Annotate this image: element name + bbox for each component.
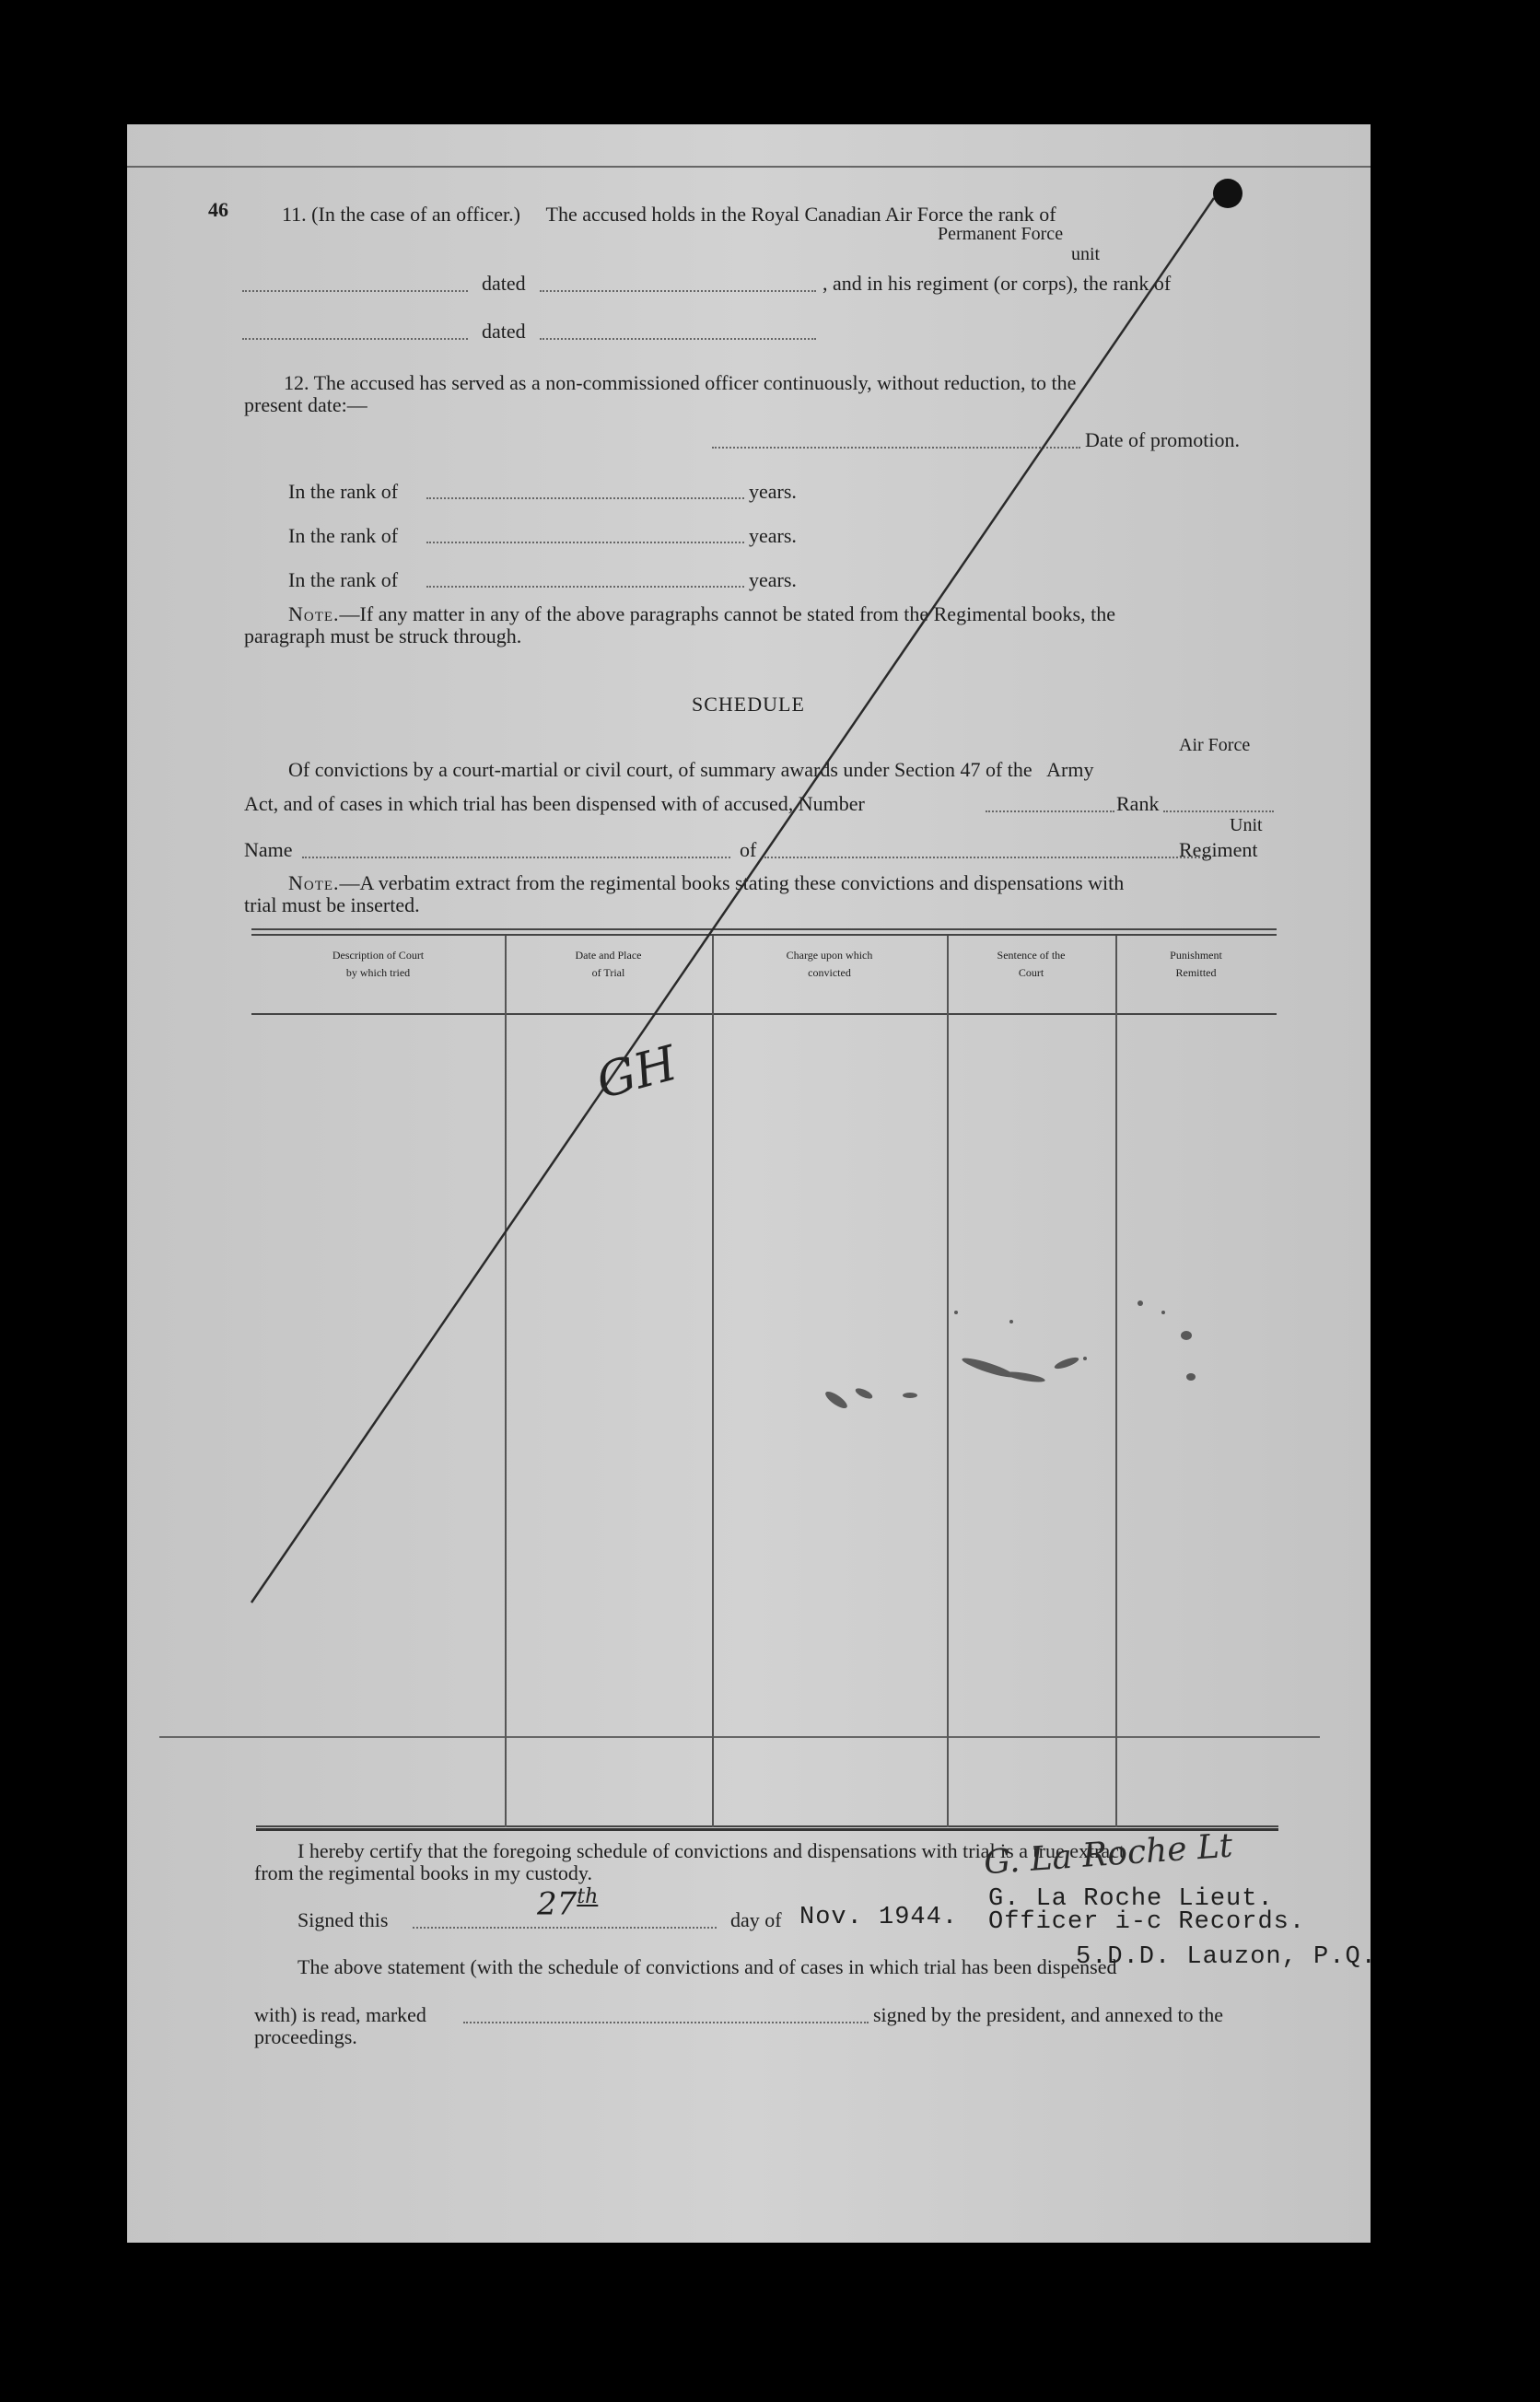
para11-dated-1: dated (482, 272, 526, 295)
schedule-air-force-insert: Air Force (1179, 735, 1251, 755)
statement-line2-end: signed by the president, and annexed to the (873, 2003, 1224, 2026)
rank-row-2-suffix: years. (749, 524, 797, 547)
signed-label: Signed this (298, 1908, 389, 1931)
statement-line1: The above statement (with the schedule of convictions and of cases in which trial has been dispensed (298, 1955, 1117, 1978)
strike-through-overlay (127, 124, 1371, 2243)
signed-month-year: Nov. 1944. (799, 1904, 959, 1931)
para11-regiment-text: , and in his regiment (or corps), the rank of (822, 272, 1172, 295)
header-2-line1: Date and Place (575, 949, 642, 962)
header-3-line1: Charge upon which (786, 949, 873, 962)
para11-dated-2: dated (482, 320, 526, 343)
date-of-promotion-label: Date of promotion. (1085, 428, 1241, 451)
schedule-line1-text: Of convictions by a court-martial or civil court, of summary awards under Section 47 of the (288, 758, 1032, 781)
note1-label: Note. (288, 602, 340, 625)
punch-hole (1213, 179, 1242, 208)
header-5-line2: Remitted (1175, 966, 1217, 980)
officer-signature: G. La Roche Lt (982, 1826, 1234, 1883)
rank-row-3-label: In the rank of (288, 568, 399, 591)
schedule-note-label: Note. (288, 871, 340, 894)
signed-day-of-label: day of (730, 1908, 782, 1931)
rank-row-2-label: In the rank of (288, 524, 399, 547)
header-4-line2: Court (1018, 966, 1044, 980)
diagonal-strike-line (251, 198, 1214, 1603)
handwritten-initials: GH (590, 1035, 683, 1111)
officer-name: G. La Roche Lieut. (988, 1885, 1274, 1913)
rank-row-1-suffix: years. (749, 480, 797, 503)
para11-text: The accused holds in the Royal Canadian Air Force the rank of (545, 203, 1056, 226)
schedule-regiment-label: Regiment (1179, 838, 1258, 861)
header-1-line2: by which tried (345, 966, 411, 980)
signed-day-suffix: th (577, 1885, 599, 1908)
header-5-line1: Punishment (1170, 949, 1222, 962)
ink-smudges (823, 1300, 1196, 1411)
para11-intro: 11. (In the case of an officer.) (282, 203, 520, 226)
para12-line1: 12. The accused has served as a non-commissioned officer continuously, without reduction, to the (284, 371, 1077, 394)
schedule-name-label: Name (244, 838, 293, 861)
statement-line3: proceedings. (254, 2025, 357, 2048)
para11-insert-unit: unit (1071, 244, 1101, 264)
header-1-line1: Description of Court (332, 949, 425, 962)
note1-line2: paragraph must be struck through. (244, 624, 522, 647)
certify-line2: from the regimental books in my custody. (254, 1861, 593, 1884)
schedule-title: SCHEDULE (692, 693, 805, 716)
para12-line2: present date:— (244, 393, 368, 416)
schedule-army-word: Army (1046, 758, 1094, 781)
schedule-unit-insert: Unit (1230, 815, 1263, 835)
rank-row-3-suffix: years. (749, 568, 797, 591)
officer-location: 5.D.D. Lauzon, P.Q. (1076, 1943, 1377, 1971)
certify-line1: I hereby certify that the foregoing schedule of convictions and dispensations with trial is a true extract (298, 1839, 1126, 1862)
schedule-note-text: —A verbatim extract from the regimental books stating these convictions and dispensations with (339, 871, 1125, 894)
signed-day: 27 (537, 1885, 578, 1923)
document-page (127, 124, 1377, 2243)
header-2-line2: of Trial (591, 966, 625, 980)
statement-line2-start: with) is read, marked (254, 2003, 426, 2026)
page-number: 46 (208, 198, 228, 221)
officer-title: Officer i-c Records. (988, 1908, 1306, 1936)
schedule-rank-label: Rank (1116, 792, 1160, 815)
rank-row-1-label: In the rank of (288, 480, 399, 503)
para11-insert-permanent-force: Permanent Force (938, 224, 1064, 244)
header-4-line1: Sentence of the (997, 949, 1066, 962)
header-3-line2: convicted (808, 966, 851, 980)
schedule-line2-text: Act, and of cases in which trial has been dispensed with of accused, Number (244, 792, 865, 815)
schedule-of-label: of (740, 838, 757, 861)
note1-text: —If any matter in any of the above paragraphs cannot be stated from the Regimental books, the (339, 602, 1115, 625)
schedule-note-line2: trial must be inserted. (244, 893, 420, 916)
